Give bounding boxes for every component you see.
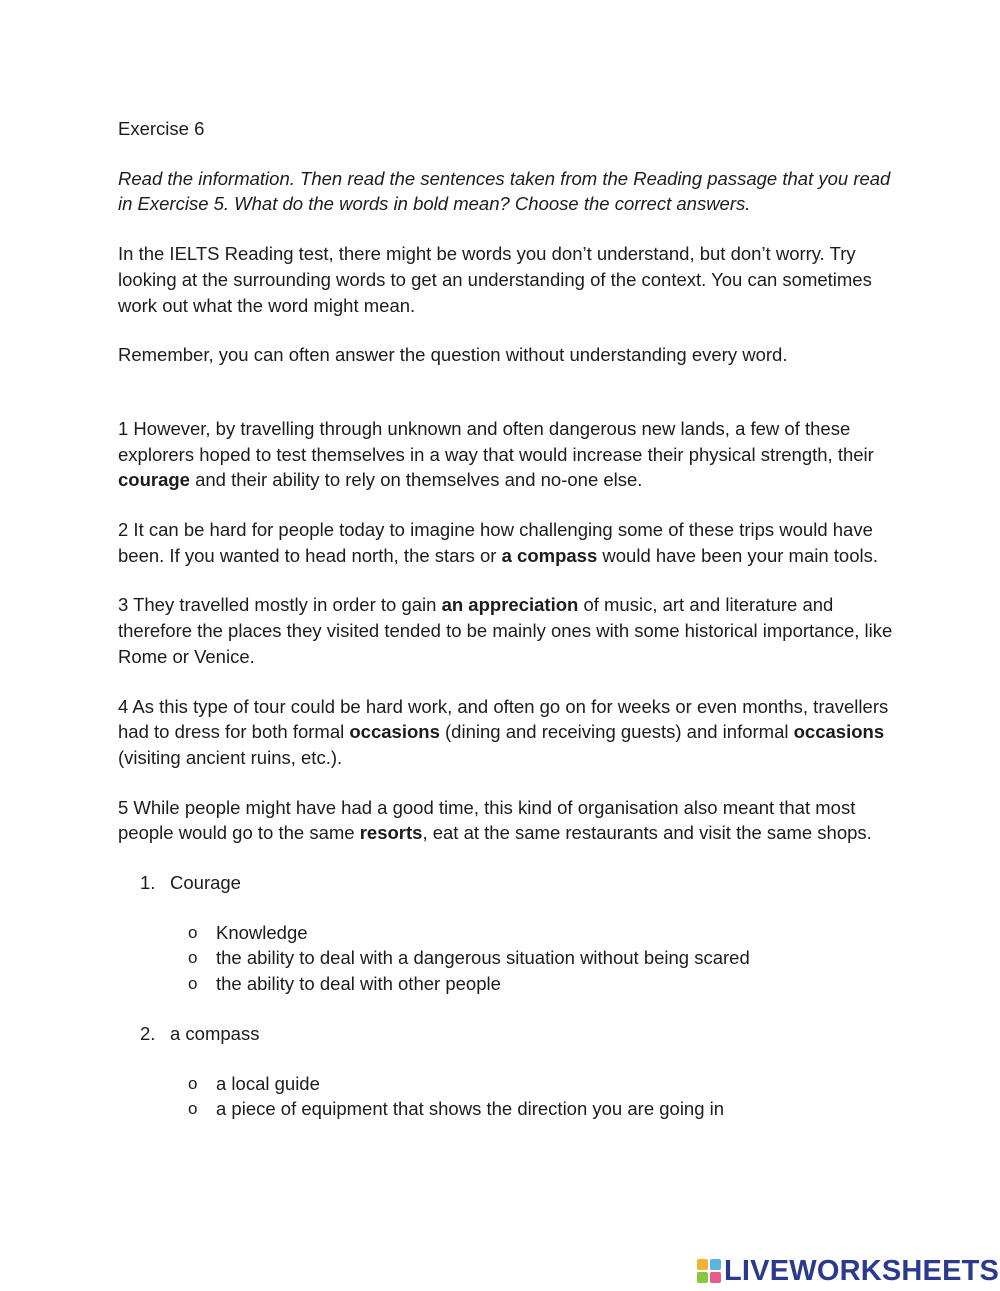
answer-option-label: a local guide [216, 1072, 320, 1094]
logo-square [697, 1259, 708, 1270]
bold-word-occasions: occasions [793, 721, 885, 743]
sentence-2 [118, 517, 898, 568]
logo-square [710, 1272, 721, 1283]
answer-option-label: the ability to deal with a dangerous situation without being scared [216, 947, 750, 969]
sentence-text: 2 It can be hard for people today to imagine how challenging some of these trips would have been. If you wanted to head north, the stars or [118, 519, 873, 566]
answer-option-label: the ability to deal with other people [216, 973, 501, 995]
worksheet-page [118, 116, 898, 1146]
sentence-text: , eat at the same restaurants and visit the same shops. [422, 822, 872, 844]
liveworksheets-logo[interactable] [697, 1256, 999, 1286]
answer-option[interactable] [188, 1096, 898, 1122]
radio-circle-icon[interactable]: o [188, 974, 198, 994]
sentence-text: 1 However, by travelling through unknown and often dangerous new lands, a few of these explorers hoped to test themselves in a way that would increase their physical strength, their [118, 417, 874, 465]
answer-option[interactable] [188, 971, 898, 997]
question-1-options [118, 920, 898, 997]
sentence-text: (visiting ancient ruins, etc.). [118, 746, 343, 768]
reminder-paragraph: Remember, you can often answer the question without understanding every word. [118, 344, 788, 366]
instructions: Read the information. Then read the sentences taken from the Reading passage that you read in Exercise 5. What do the words in bold mean? Choose the correct answers. [118, 167, 891, 215]
sentence-text: and their ability to rely on themselves and no-one else. [189, 469, 643, 491]
logo-square [697, 1272, 708, 1283]
logo-square [710, 1259, 721, 1270]
sentence-text: (dining and receiving guests) and informal [439, 721, 794, 743]
sentence-1 [118, 416, 898, 493]
bold-word-occasions: occasions [349, 721, 440, 743]
question-term: Courage [170, 872, 241, 894]
exercise-title: Exercise 6 [118, 118, 205, 139]
sentence-text: 4 As this type of tour could be hard work, and often go on for weeks or even months, travellers had to dress for both formal [118, 695, 889, 743]
answer-option[interactable] [188, 1071, 898, 1097]
answer-option[interactable] [188, 945, 898, 971]
logo-text: LIVEWORKSHEETS [724, 1255, 1000, 1287]
bold-word-compass: a compass [501, 544, 598, 566]
question-2 [118, 1021, 898, 1047]
radio-circle-icon[interactable]: o [188, 922, 198, 942]
radio-circle-icon[interactable]: o [188, 1073, 198, 1093]
bold-word-courage: courage [118, 469, 190, 491]
question-2-options [118, 1071, 898, 1122]
sentence-text: 5 While people might have had a good time, this kind of organisation also meant that most people would go to the same [118, 796, 856, 844]
answer-option-label: a piece of equipment that shows the direction you are going in [216, 1098, 725, 1120]
question-term: a compass [170, 1022, 260, 1044]
sentence-text: of music, art and literature and therefore the places they visited tended to be mainly ones with some historical importance, like Rome or Venice. [118, 594, 893, 667]
question-1 [118, 870, 898, 896]
answer-option[interactable] [188, 920, 898, 946]
answer-option-label: Knowledge [216, 921, 308, 943]
question-number: 2. [140, 1022, 156, 1044]
bold-word-resorts: resorts [359, 822, 423, 844]
sentence-4 [118, 694, 898, 771]
info-paragraph: In the IELTS Reading test, there might be words you don’t understand, but don’t worry. Try looking at the surrounding words to get an understanding of the context. You can sometimes work out what the word might mean. [118, 243, 872, 316]
sentence-3 [118, 592, 898, 669]
sentence-text: 3 They travelled mostly in order to gain [118, 594, 442, 616]
sentence-5 [118, 795, 898, 846]
sentence-text: would have been your main tools. [597, 544, 879, 566]
logo-mark-icon [697, 1259, 721, 1283]
bold-word-appreciation: an appreciation [441, 594, 579, 616]
question-number: 1. [140, 872, 156, 894]
radio-circle-icon[interactable]: o [188, 1099, 198, 1119]
radio-circle-icon[interactable]: o [188, 948, 198, 968]
